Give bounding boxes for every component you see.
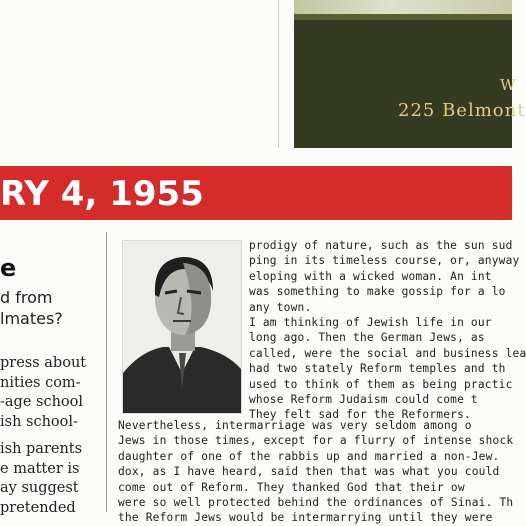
clipping-line: I am thinking of Jewish life in our xyxy=(249,316,492,330)
clipping-line: prodigy of nature, such as the sun sud xyxy=(249,239,513,252)
clipping-line: Jews in those times, except for a flurry of intense shock xyxy=(118,434,514,448)
article-body xyxy=(0,354,92,518)
clipping-line: long ago. Then the German Jews, as xyxy=(249,331,485,345)
article-deck xyxy=(0,287,90,329)
advertisement-box[interactable] xyxy=(294,0,526,148)
article-headline: e xyxy=(0,254,17,282)
body-line: nities com- xyxy=(0,374,81,391)
ad-text-line1: W xyxy=(500,76,517,94)
deck-line: lmates? xyxy=(0,309,63,328)
clipping-line: used to think of them as being practic xyxy=(249,377,513,391)
clipping-line: whose Reform Judaism could come t xyxy=(249,393,478,407)
date-banner xyxy=(0,166,512,220)
clipping-line: Nevertheless, intermarriage was very seldom among o xyxy=(118,419,472,432)
clipping-line: called, were the social and business lea xyxy=(249,346,526,360)
ad-stripe-border xyxy=(294,14,512,20)
clipping-line: come out of Reform. They thanked God that their ow xyxy=(118,480,465,494)
author-portrait-photo xyxy=(122,240,242,414)
top-column-divider xyxy=(278,0,279,148)
portrait-illustration xyxy=(123,241,241,413)
body-line: -age school xyxy=(0,394,84,410)
clipping-line: had two stately Reform temples and th xyxy=(249,362,506,376)
clipping-line: eloping with a wicked woman. An int xyxy=(249,269,492,283)
body-line: ish parents xyxy=(0,441,83,457)
clipping-line: They felt sad for the Reformers. xyxy=(249,408,471,422)
column-rule xyxy=(106,232,107,512)
clipping-line: were so well protected behind the ordinances of Sinai. Th xyxy=(118,496,514,510)
issue-date: RY 4, 1955 xyxy=(0,174,204,214)
clipping-text-full-width xyxy=(118,418,512,526)
body-line: press about xyxy=(0,355,87,371)
clipping-text-column xyxy=(249,238,526,423)
body-line: pretended xyxy=(0,499,76,516)
deck-line: d from xyxy=(0,288,53,307)
clipping-line: any town. xyxy=(249,300,312,314)
body-line: e matter is xyxy=(0,460,80,477)
clipping-line: dox, as I have heard, said then that was what you could xyxy=(118,465,500,479)
ad-address: 225 Belmont xyxy=(398,100,526,121)
clipping-line: ping in its timeless course, or, anyway xyxy=(249,254,520,268)
body-line: ish school- xyxy=(0,413,78,430)
clipping-line: was something to make gossip for a lo xyxy=(249,285,506,299)
clipping-line: the Reform Jews would be intermarrying until they were xyxy=(118,511,493,525)
clipping-line: daughter of one of the rabbis up and married a non-Jew. xyxy=(118,449,500,463)
body-line: ay suggest xyxy=(0,480,79,496)
ad-top-stripe xyxy=(294,0,512,14)
